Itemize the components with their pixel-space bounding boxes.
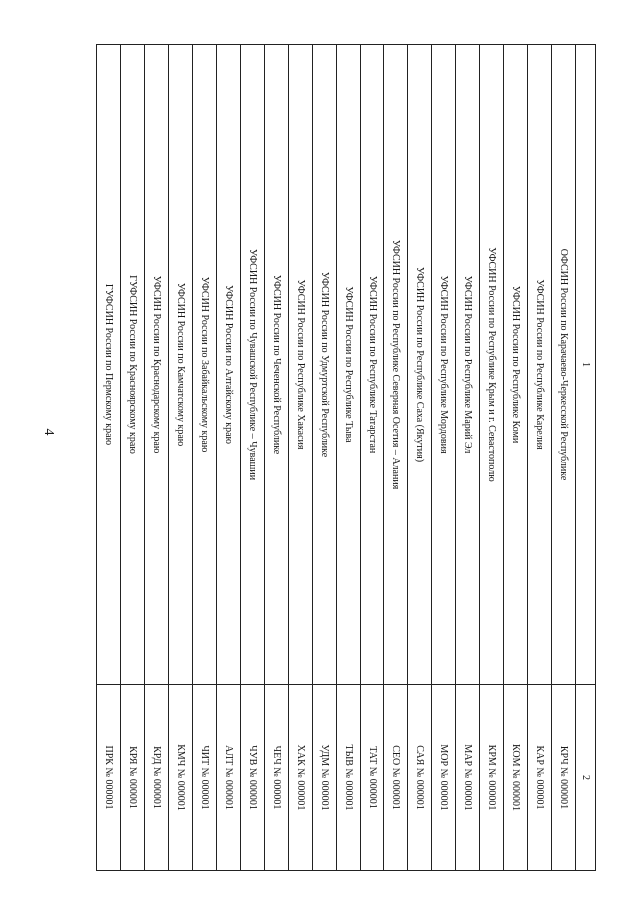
table-row — [456, 45, 480, 871]
institution-name-cell: ОФСИН России по Карачаево-Черкесской Республике — [552, 45, 576, 685]
column-header-2: 2 — [576, 685, 596, 871]
table-row — [121, 45, 145, 871]
institution-name-cell: УФСИН России по Республике Марий Эл — [456, 45, 480, 685]
table-header-row — [576, 45, 596, 871]
code-cell: КРЯ № 000001 — [121, 685, 145, 871]
code-cell: КАР № 000001 — [528, 685, 552, 871]
code-cell: ЧЕЧ № 000001 — [264, 685, 288, 871]
table-row — [169, 45, 193, 871]
rotated-table-wrapper — [96, 44, 596, 870]
institutions-table — [96, 44, 596, 871]
code-cell: ТЫВ № 000001 — [336, 685, 360, 871]
institution-name-cell: УФСИН России по Республике Хакасия — [288, 45, 312, 685]
code-cell: СЕО № 000001 — [384, 685, 408, 871]
code-cell: ТАТ № 000001 — [360, 685, 384, 871]
table-row — [216, 45, 240, 871]
table-row — [336, 45, 360, 871]
institution-name-cell: УФСИН России по Республике Тыва — [336, 45, 360, 685]
column-header-1: 1 — [576, 45, 596, 685]
institution-name-cell: УФСИН России по Чеченской Республике — [264, 45, 288, 685]
table-row — [504, 45, 528, 871]
code-cell: КРЧ № 000001 — [552, 685, 576, 871]
code-cell: КОМ № 000001 — [504, 685, 528, 871]
institution-name-cell: УФСИН России по Республике Саха (Якутия) — [408, 45, 432, 685]
institution-name-cell: УФСИН России по Республике Крым и г. Севастополю — [480, 45, 504, 685]
code-cell: КРД № 000001 — [145, 685, 169, 871]
table-row — [288, 45, 312, 871]
table-row — [240, 45, 264, 871]
institution-name-cell: УФСИН России по Республике Карелия — [528, 45, 552, 685]
page-number: 4 — [41, 428, 56, 436]
institution-name-cell: УФСИН России по Республике Татарстан — [360, 45, 384, 685]
institution-name-cell: УФСИН России по Республике Северная Осетия – Алания — [384, 45, 408, 685]
code-cell: КМЧ № 000001 — [169, 685, 193, 871]
code-cell: ЧУВ № 000001 — [240, 685, 264, 871]
code-cell: ХАК № 000001 — [288, 685, 312, 871]
table-row — [360, 45, 384, 871]
table-row — [264, 45, 288, 871]
code-cell: УДМ № 000001 — [312, 685, 336, 871]
institution-name-cell: УФСИН России по Камчатскому краю — [169, 45, 193, 685]
institution-name-cell: УФСИН России по Республике Коми — [504, 45, 528, 685]
institution-name-cell: УФСИН России по Забайкальскому краю — [193, 45, 217, 685]
code-cell: ЧИТ № 000001 — [193, 685, 217, 871]
table-row — [552, 45, 576, 871]
table-row — [145, 45, 169, 871]
table-row — [432, 45, 456, 871]
code-cell: ПРК № 000001 — [97, 685, 121, 871]
code-cell: МОР № 000001 — [432, 685, 456, 871]
code-cell: КРМ № 000001 — [480, 685, 504, 871]
institution-name-cell: УФСИН России по Республике Мордовия — [432, 45, 456, 685]
institution-name-cell: УФСИН России по Чувашской Республике – Чувашии — [240, 45, 264, 685]
institution-name-cell: ГУФСИН России по Пермскому краю — [97, 45, 121, 685]
table-row — [193, 45, 217, 871]
code-cell: САЯ № 000001 — [408, 685, 432, 871]
code-cell: АЛТ № 000001 — [216, 685, 240, 871]
table-row — [312, 45, 336, 871]
table-row — [384, 45, 408, 871]
code-cell: МАР № 000001 — [456, 685, 480, 871]
institution-name-cell: УФСИН России по Алтайскому краю — [216, 45, 240, 685]
table-row — [97, 45, 121, 871]
table-row — [408, 45, 432, 871]
table-row — [480, 45, 504, 871]
institution-name-cell: ГУФСИН России по Красноярскому краю — [121, 45, 145, 685]
institution-name-cell: УФСИН России по Удмуртской Республике — [312, 45, 336, 685]
table-row — [528, 45, 552, 871]
institution-name-cell: УФСИН России по Краснодарскому краю — [145, 45, 169, 685]
